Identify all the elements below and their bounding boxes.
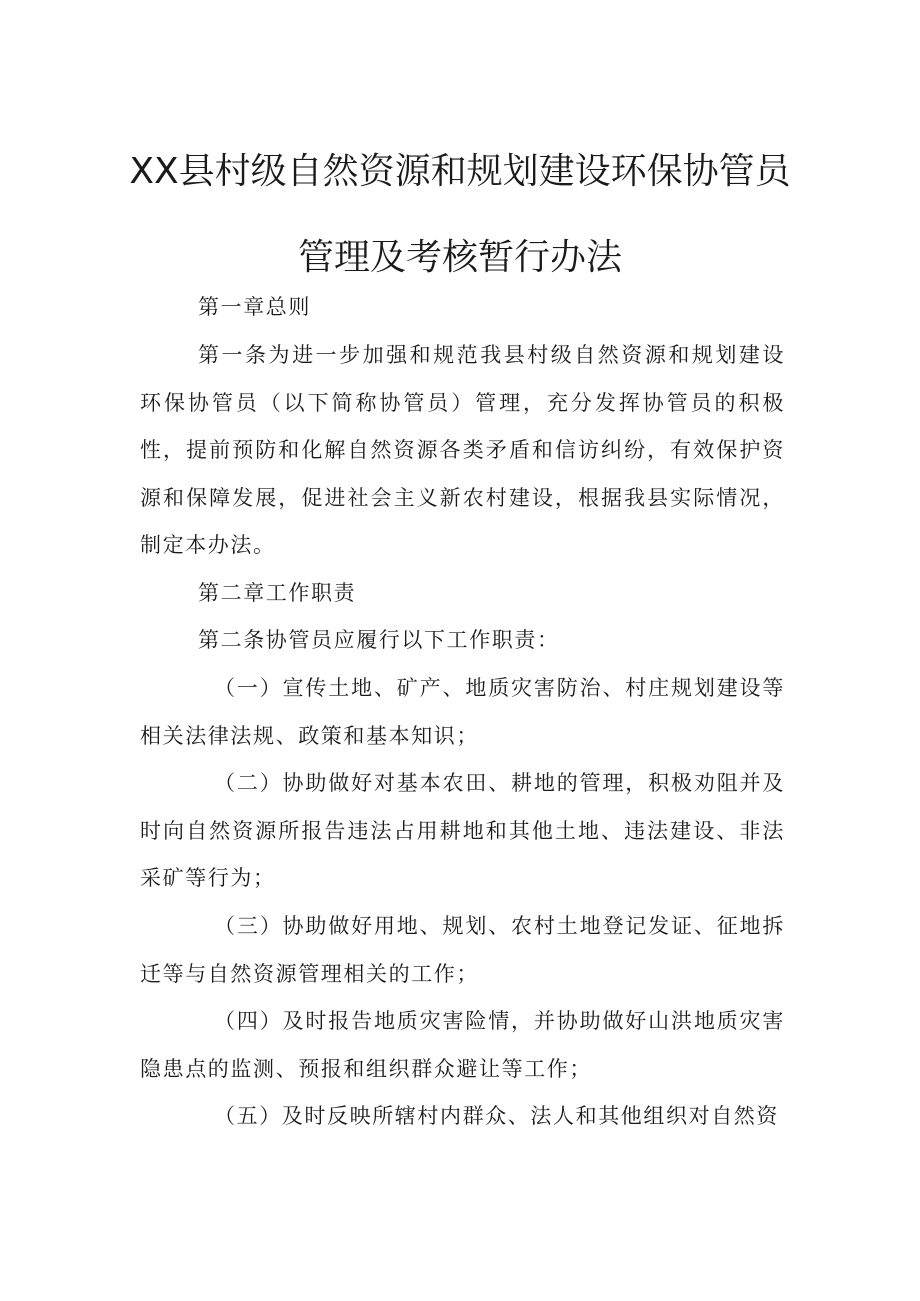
duty-item-1: （一）宣传土地、矿产、地质灾害防治、村庄规划建设等相关法律法规、政策和基本知识；: [140, 676, 785, 748]
chapter-heading-1: 第一章总则: [198, 295, 311, 319]
duty-item-3: （三）协助做好用地、规划、农村土地登记发证、征地拆迁等与自然资源管理相关的工作；: [140, 914, 785, 986]
article-1-paragraph: 第一条为进一步加强和规范我县村级自然资源和规划建设环保协管员（以下简称协管员）管理，充分发挥协管员的积极性，提前预防和化解自然资源各类矛盾和信访纠纷，有效保护资源和保障发展，促进社会主义新农村建设，根据我县实际情况，制定本办法。: [140, 343, 785, 557]
duty-item-5: （五）及时反映所辖村内群众、法人和其他组织对自然资: [214, 1104, 779, 1128]
chapter-heading-2: 第二章工作职责: [198, 581, 357, 605]
duty-item-2: （二）协助做好对基本农田、耕地的管理，积极劝阻并及时向自然资源所报告违法占用耕地和其他土地、违法建设、非法采矿等行为；: [140, 771, 785, 890]
document-title-line1: XX县村级自然资源和规划建设环保协管员: [129, 151, 791, 192]
duty-item-4: （四）及时报告地质灾害险情，并协助做好山洪地质灾害隐患点的监测、预报和组织群众避让等工作；: [140, 1009, 785, 1081]
article-2-paragraph: 第二条协管员应履行以下工作职责：: [198, 628, 560, 652]
document-title-line2: 管理及考核暂行办法: [297, 237, 622, 278]
